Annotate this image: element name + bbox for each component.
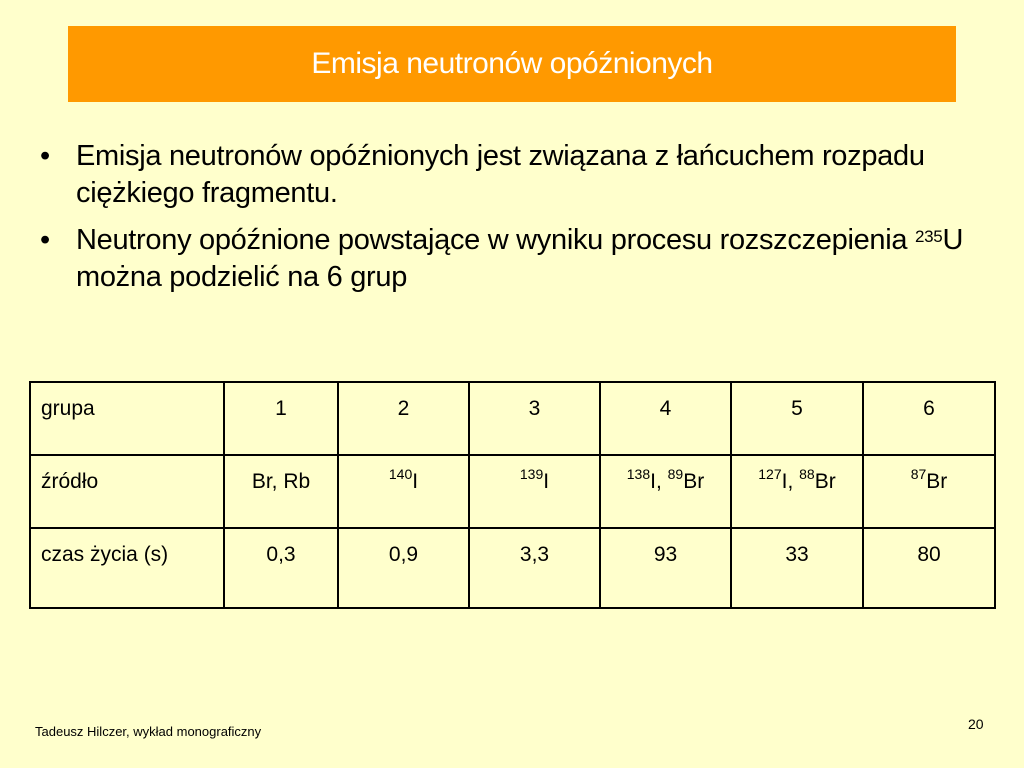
bullet-marker: •	[40, 224, 50, 256]
table-cell	[863, 455, 995, 528]
title-bar	[68, 26, 956, 102]
bullet-item	[40, 222, 980, 296]
table-cell: 1	[224, 382, 338, 455]
footer-author: Tadeusz Hilczer, wykład monograficzny	[35, 724, 262, 739]
element-symbol: I,	[781, 470, 800, 493]
table-cell: 0,3	[224, 528, 338, 608]
table-cell	[338, 455, 469, 528]
bullet-item	[40, 138, 980, 212]
table-cell	[600, 455, 731, 528]
table-cell: 6	[863, 382, 995, 455]
element-symbol: I	[543, 470, 550, 493]
element-symbol: Br	[926, 470, 948, 493]
table-row	[30, 382, 995, 455]
table-row	[30, 528, 995, 608]
table-cell: 80	[863, 528, 995, 608]
table-cell: 93	[600, 528, 731, 608]
element-symbol: Br	[683, 470, 705, 493]
bullet-text	[76, 224, 963, 293]
table-cell: 2	[338, 382, 469, 455]
bullet-marker: •	[40, 140, 50, 172]
table-cell: 0,9	[338, 528, 469, 608]
isotope-mass-number: 235	[914, 227, 943, 246]
table-cell: 3	[469, 382, 600, 455]
bullet-list	[40, 138, 980, 306]
table-cell	[469, 455, 600, 528]
element-symbol: Br	[814, 470, 836, 493]
table-cell: Br, Rb	[224, 455, 338, 528]
element-symbol: I,	[650, 470, 668, 493]
page-number: 20	[968, 716, 984, 732]
mass-number: 89	[667, 466, 684, 482]
mass-number: 138	[626, 466, 651, 482]
table-cell: 33	[731, 528, 863, 608]
neutron-groups-table	[29, 381, 996, 609]
bullet-text-before: Neutrony opóźnione powstające w wyniku procesu rozszczepienia	[76, 224, 915, 256]
row-label-group: grupa	[30, 382, 224, 455]
mass-number: 88	[799, 466, 815, 482]
table-cell: 4	[600, 382, 731, 455]
slide-title: Emisja neutronów opóźnionych	[311, 47, 713, 80]
table-cell: 3,3	[469, 528, 600, 608]
table-cell	[731, 455, 863, 528]
element-symbol: I	[412, 470, 419, 493]
mass-number: 140	[388, 466, 413, 482]
row-label-lifetime: czas życia (s)	[30, 528, 224, 608]
table-cell: 5	[731, 382, 863, 455]
mass-number: 139	[519, 466, 544, 482]
mass-number: 87	[910, 466, 927, 482]
bullet-text-after: U można podzielić na 6 grup	[76, 224, 964, 293]
mass-number: 127	[758, 466, 782, 482]
table-row	[30, 455, 995, 528]
row-label-source: źródło	[30, 455, 224, 528]
bullet-text: Emisja neutronów opóźnionych jest związana z łańcuchem rozpadu ciężkiego fragmentu.	[76, 140, 925, 209]
